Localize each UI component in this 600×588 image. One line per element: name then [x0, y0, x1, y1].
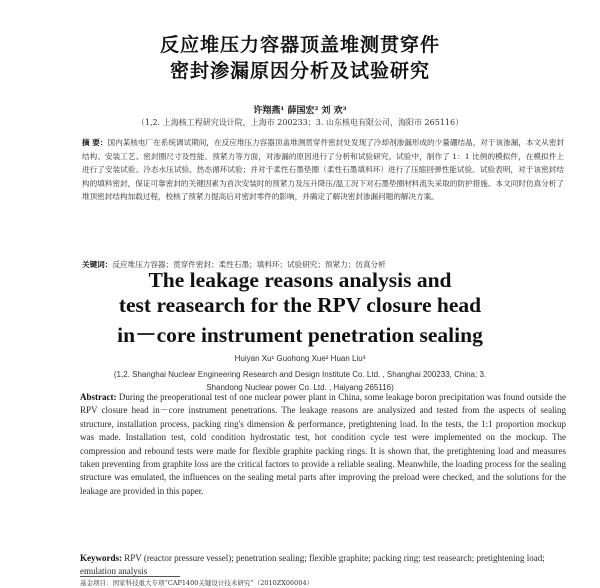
- chinese-abstract-text: 国内某核电厂在系统调试期间，在反应堆压力容器顶盖堆测贯穿件密封处发现了冷却剂渗漏形成的少量硼结晶，对于该渗漏，本文从密封结构、安装工艺、密封圈尺寸及性能、预紧力等方面，对渗漏的原因进行了分析和试验研究。试验中，制作了 1：1 比例的模拟件，在模拟件上进行了安装试验、冷态水压试验、热态循环试验；并对于柔性石墨垫圈（柔性石墨填料环）进行了压缩回弹性能试验。试验表明，对于该密封结构的填料密封，保证可靠密封的关键因素为首次安装时的预紧力及压升降压/温工况下对石墨垫圈材料流失采取的防护措施。本文同时仿真分析了堆顶密封结构加载过程，校核了预紧力提高后对密封零件的影响，并确定了解决密封渗漏问题的解决方案。: [82, 138, 564, 202]
- chinese-title-line-2: 密封渗漏原因分析及试验研究: [169, 60, 430, 82]
- english-affiliation: (1,2. Shanghai Nuclear Engineering Research and Design Institute Co. Ltd. , Shanghai 200233, China; 3. Shandong Nuclear power Co. Ltd. , Haiyang 265116): [113, 370, 487, 392]
- english-keywords-text: RPV (reactor pressure vessel); penetration sealing; flexible graphite; packing ring; test reasearch; pretightening load; emulation analysis: [80, 553, 545, 577]
- chinese-keywords-label: 关键词：: [82, 260, 113, 269]
- chinese-affiliation: （1,2. 上海核工程研究设计院，上海市 200233；3. 山东核电有限公司，海阳市 265116）: [136, 118, 464, 127]
- english-title-line-1: The leakage reasons analysis and: [148, 268, 452, 292]
- english-authors: Huiyan Xu¹ Guohong Xue² Huan Liu³: [234, 354, 366, 363]
- english-title-line-2: test reasearch for the RPV closure head: [118, 293, 482, 317]
- footnote-divider: [80, 576, 180, 577]
- footnote-funding: 基金项目：国家科技重大专项“CAP1400关键设计技术研究”（2010ZX06004）: [80, 579, 314, 587]
- chinese-abstract: [82, 136, 564, 204]
- chinese-abstract-label: 摘 要：: [82, 138, 108, 147]
- english-title-line-3: in－core instrument penetration sealing: [117, 323, 483, 347]
- chinese-keywords-text: 反应堆压力容器；贯穿件密封；柔性石墨；填料环；试验研究；预紧力；仿真分析: [112, 260, 386, 269]
- english-keywords-label: Keywords:: [80, 553, 122, 563]
- english-keywords: [80, 552, 566, 579]
- english-abstract-text: During the preoperational test of one nuclear power plant in China, some leakage boron precipitation was found outside the RPV closure head in－core instrument penetrations. The leakage reasons are analysized and tested from the aspects of sealing structure, installation process, packing ring's dimension & performance, pretightening load. In the tests, the 1:1 proportion mockup was made. Installation test, cold condition hydrostatic test, hot condition cycle test were implemented on the mockup. The compression and rebound tests were made for flexible graphite packing rings. It is shown that, the pretightening load and measures taken preventing from graphite loss are the critical factors to provide a reliable sealing. Meanwhile, the loading process for the sealing structure was emulated, the influences on the sealing metal parts after improving the preload were checked, and the solutions for the leakage are provided in this paper.: [80, 392, 566, 496]
- english-abstract-label: Abstract:: [80, 392, 117, 402]
- english-abstract: [80, 391, 566, 498]
- chinese-authors: 许翔燕¹ 薛国宏² 刘 欢³: [253, 106, 347, 116]
- chinese-title-line-1: 反应堆压力容器顶盖堆测贯穿件: [159, 34, 440, 56]
